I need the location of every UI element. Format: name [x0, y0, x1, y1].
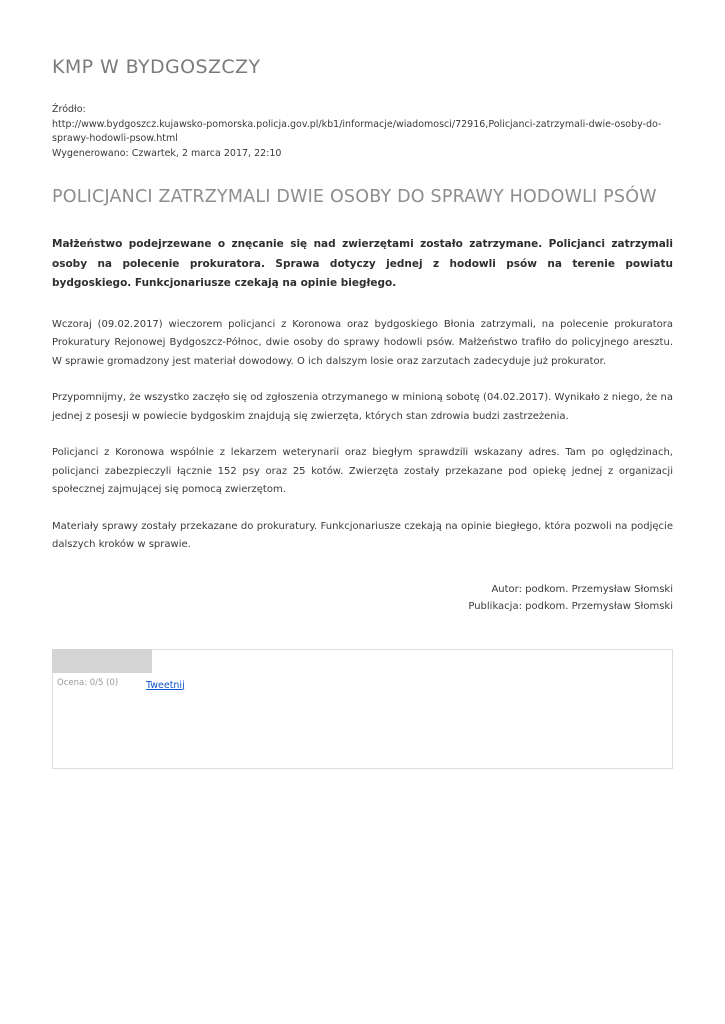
tweet-button[interactable]: Tweetnij	[146, 679, 185, 691]
site-title: KMP W BYDGOSZCZY	[52, 56, 261, 78]
article-paragraph: Przypomnijmy, że wszystko zaczęło się od zgłoszenia otrzymanego w minioną sobotę (04.02.2017). Wynikało z niego, że na jednej z posesji w powiecie bydgoskim znajdują się zwierzęta, których stan zdrowia budzi zastrzeżenia.	[52, 392, 673, 422]
rating-label: Ocena: 0/5 (0)	[57, 677, 119, 688]
article-paragraph: Wczoraj (09.02.2017) wieczorem policjanci z Koronowa oraz bydgoskiego Błonia zatrzymali, na polecenie prokuratora Prokuratury Rejonowej Bydgoszcz-Północ, dwie osoby do sprawy hodowli psów. Małżeństwo trafiło do policyjnego aresztu. W sprawie gromadzony jest materiał dowodowy. O ich dalszym losie oraz zarzutach zadecyduje już prokurator.	[52, 318, 673, 367]
source-url: http://www.bydgoszcz.kujawsko-pomorska.policja.gov.pl/kb1/informacje/wiadomosci/72916,Policjanci-zatrzymali-dwie-osoby-do-sprawy-hodowli-psow.html	[52, 118, 662, 145]
source-label: Źródło:	[52, 103, 86, 115]
article-paragraph: Policjanci z Koronowa wspólnie z lekarzem weterynarii oraz biegłym sprawdzili wskazany adres. Tam po oględzinach, policjanci zabezpieczyli łącznie 152 psy oraz 25 kotów. Zwierzęta zostały przekazane pod opiekę jednej z organizacji społecznej zajmującej się pomocą zwierzętom.	[52, 447, 673, 496]
article-lead: Małżeństwo podejrzewane o znęcanie się nad zwierzętami zostało zatrzymane. Policjanci zatrzymali osoby na polecenie prokuratora. Sprawa dotyczy jednej z hodowli psów na terenie powiatu bydgoskiego. Funkcjonariusze czekają na opinie biegłego.	[52, 238, 673, 290]
generated-timestamp: Wygenerowano: Czwartek, 2 marca 2017, 22:10	[52, 147, 282, 159]
article-paragraph: Materiały sprawy zostały przekazane do prokuratury. Funkcjonariusze czekają na opinie biegłego, która pozwoli na podjęcie dalszych kroków w sprawie.	[52, 520, 673, 551]
article-signature	[52, 581, 673, 615]
author-line: Autor: podkom. Przemysław Słomski	[491, 583, 673, 595]
rating-placeholder-bar	[52, 649, 152, 673]
publication-line: Publikacja: podkom. Przemysław Słomski	[468, 600, 673, 612]
document-meta	[52, 103, 673, 162]
social-widget-box	[52, 649, 673, 769]
article-title: POLICJANCI ZATRZYMALI DWIE OSOBY DO SPRAWY HODOWLI PSÓW	[52, 186, 657, 207]
